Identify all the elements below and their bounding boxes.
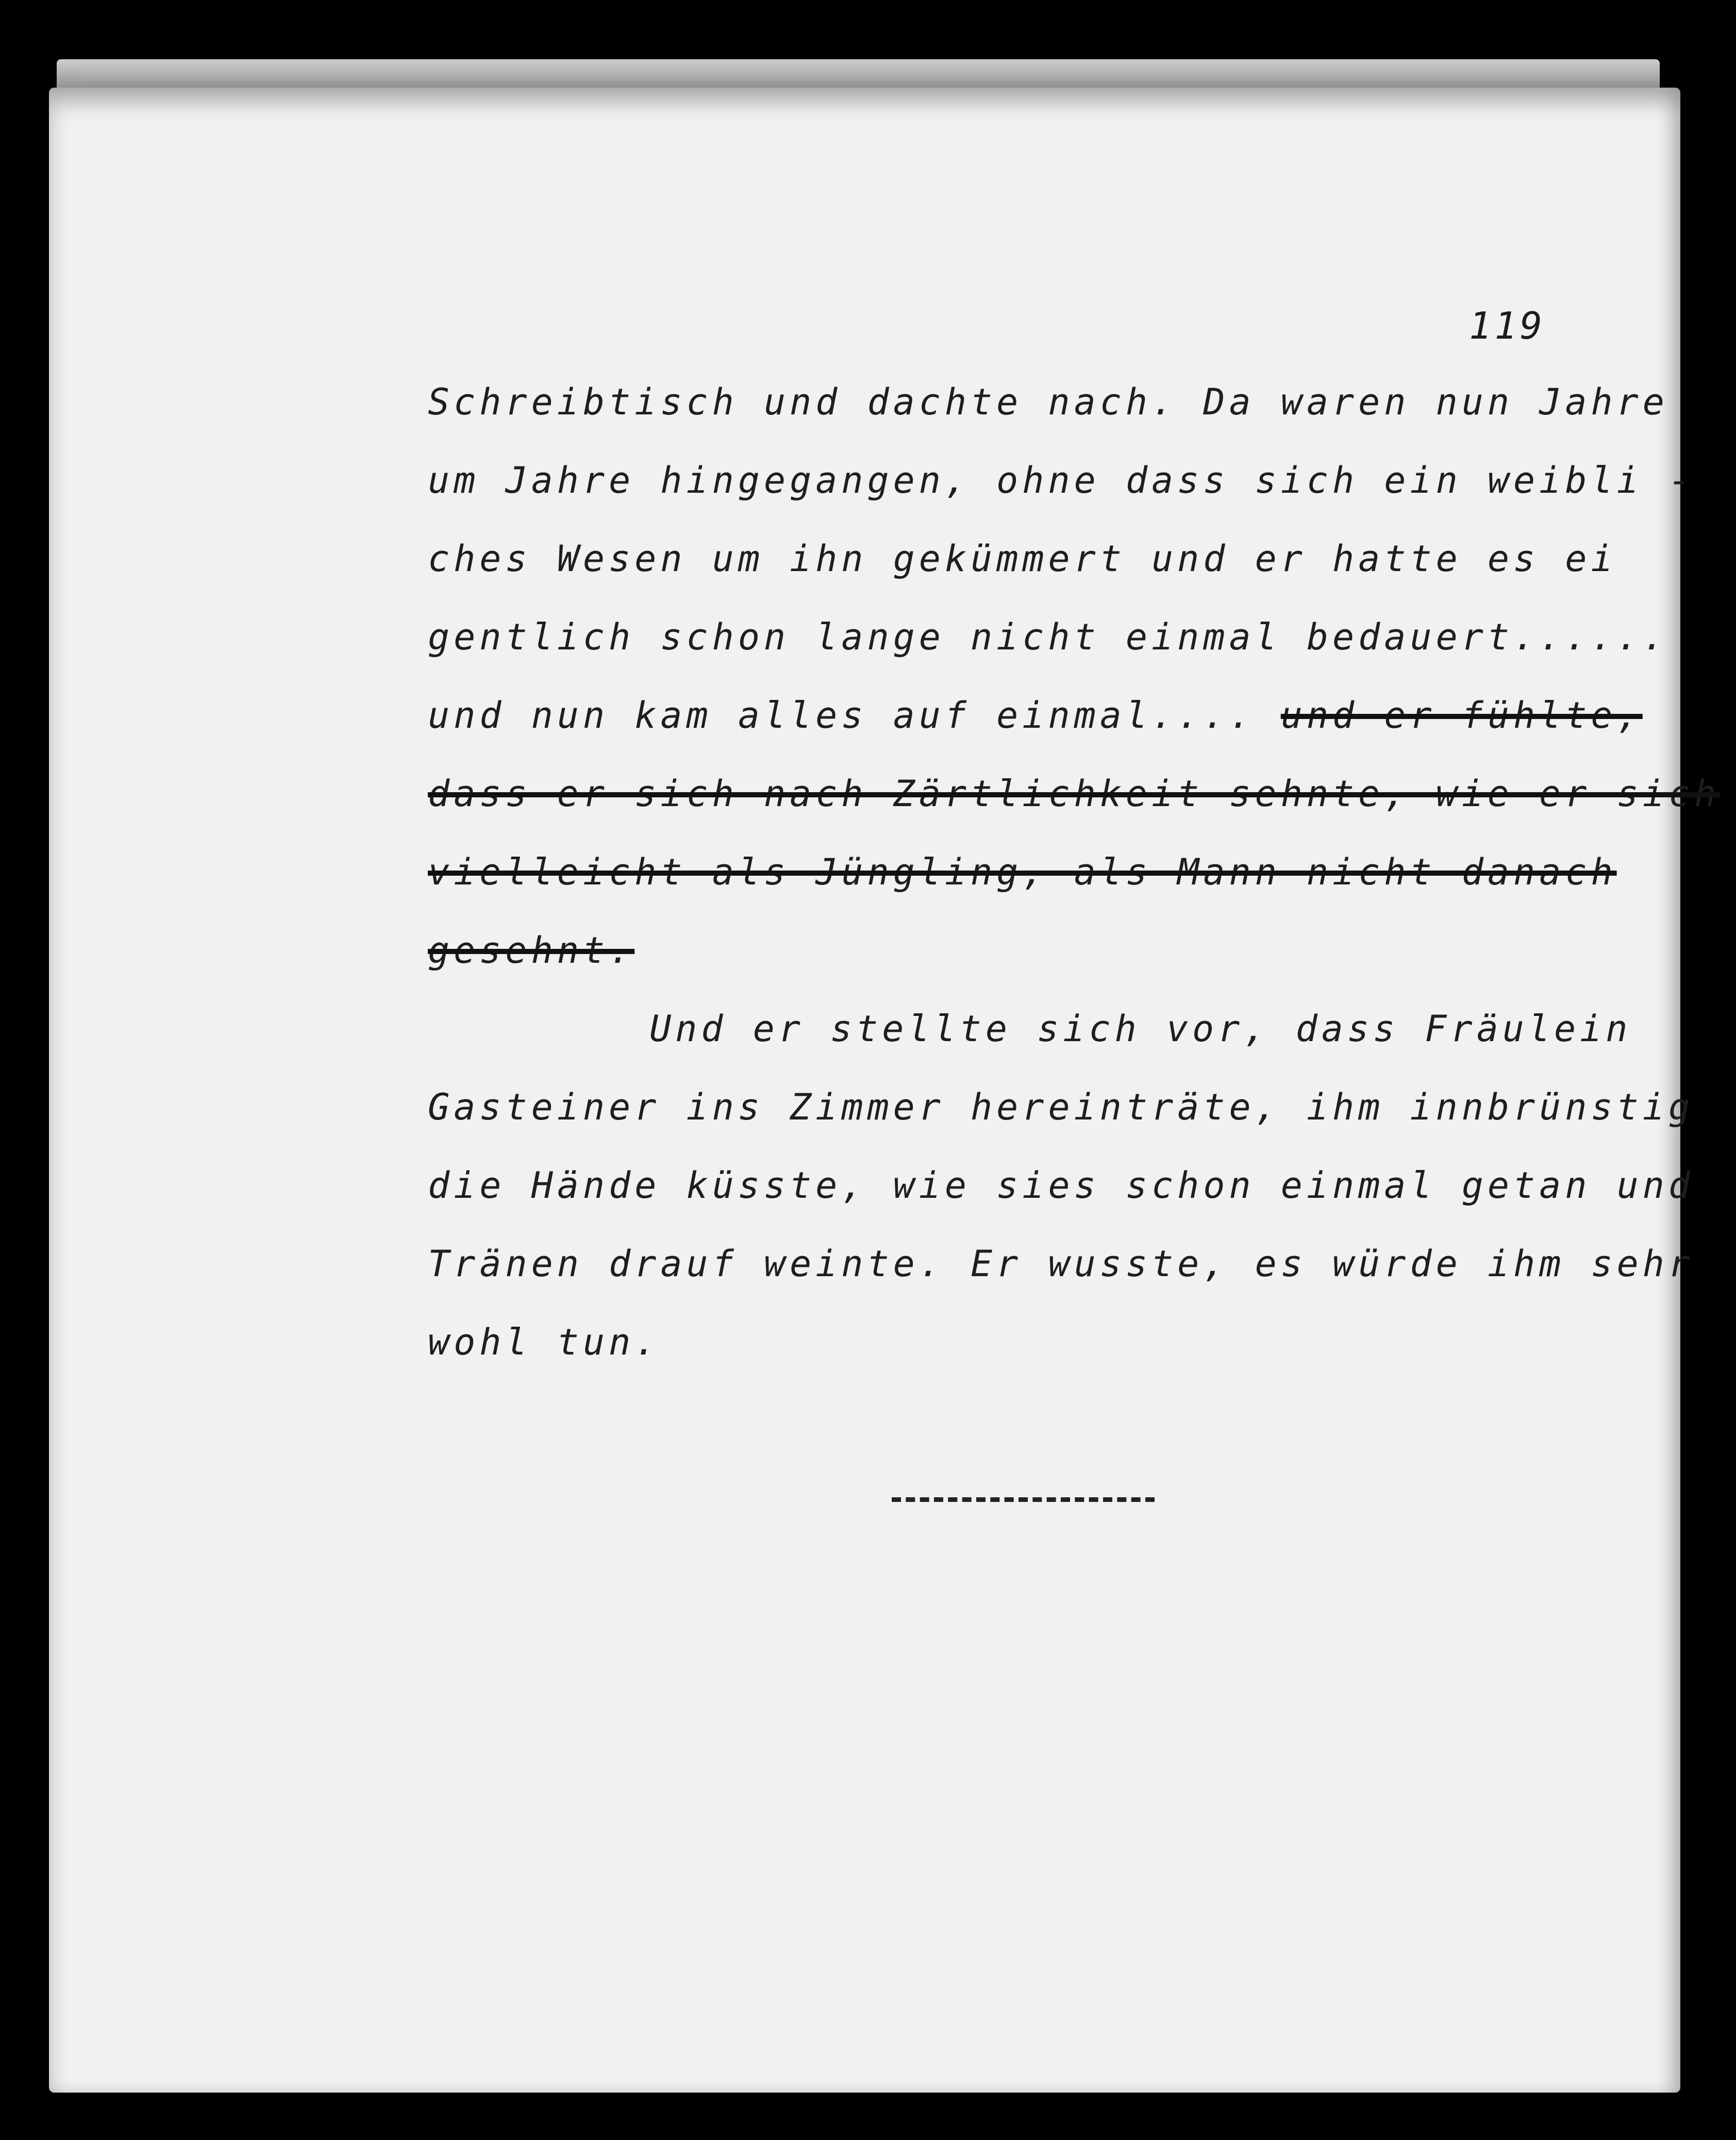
text-line <box>428 376 1668 455</box>
struck-text: und er fühlte, <box>1280 694 1643 737</box>
text-line <box>428 533 1639 611</box>
text-line <box>428 925 1639 1003</box>
section-divider <box>892 1497 1155 1502</box>
text-line <box>428 1081 1695 1160</box>
line-text: Schreibtisch und dachte nach. Da waren nun Jahre <box>428 381 1668 423</box>
line-text: wohl tun. <box>428 1321 661 1363</box>
line-text: um Jahre hingegangen, ohne dass sich ein weibli - <box>428 459 1695 501</box>
line-text: ches Wesen um ihn gekümmert und er hatte es ei <box>428 538 1617 580</box>
page-number: 119 <box>1469 304 1546 347</box>
text-line <box>428 455 1695 533</box>
line-text: Gasteiner ins Zimmer hereinträte, ihm innbrünstig <box>428 1086 1695 1128</box>
text-line <box>428 1003 1639 1081</box>
line-text: und nun kam alles auf einmal.... <box>428 694 1281 737</box>
text-line <box>428 1160 1695 1238</box>
struck-text: gesehnt. <box>428 929 635 972</box>
typed-text-block <box>428 376 1721 1395</box>
line-text: gentlich schon lange nicht einmal bedauert...... <box>428 616 1668 658</box>
line-text: Tränen drauf weinte. Er wusste, es würde ihm sehr <box>428 1243 1695 1285</box>
text-line <box>428 690 1643 768</box>
line-text: Und er stellte sich vor, dass Fräulein <box>649 1008 1632 1050</box>
struck-text: dass er sich nach Zärtlichkeit sehnte, wie er sich <box>428 773 1721 815</box>
text-line <box>428 1316 1639 1395</box>
line-text: die Hände küsste, wie sies schon einmal getan und <box>428 1164 1695 1207</box>
text-line <box>428 768 1721 846</box>
text-line <box>428 611 1668 690</box>
struck-text: vielleicht als Jüngling, als Mann nicht danach <box>428 851 1617 893</box>
text-line <box>428 1238 1695 1316</box>
text-line <box>428 846 1639 925</box>
